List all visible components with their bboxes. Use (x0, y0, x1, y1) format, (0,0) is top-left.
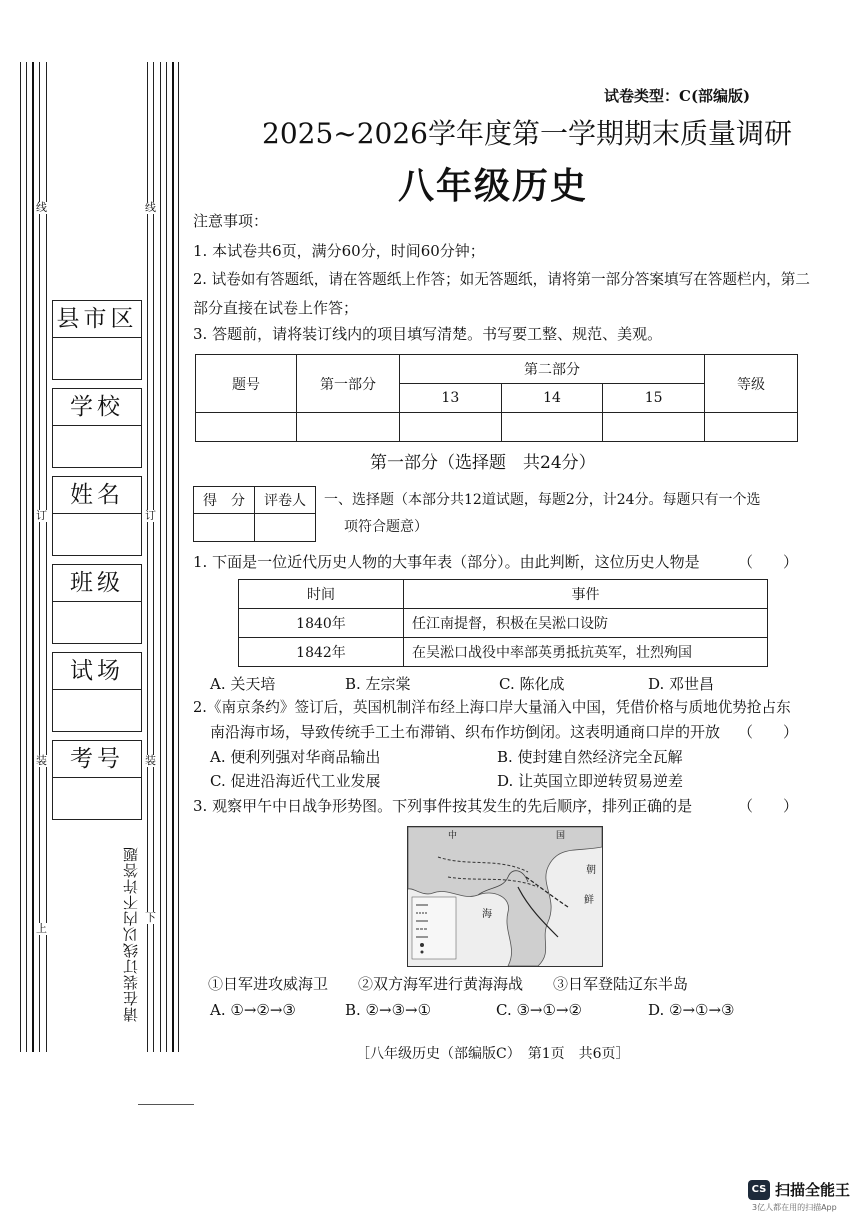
note-2: 2. 试卷如有答题纸，请在答题纸上作答；如无答题纸，请将第一部分答案填写在答题栏内，第二 (193, 271, 810, 288)
q3-option-b[interactable]: B. ②→③→① (345, 1001, 432, 1019)
score-header-part2: 第二部分 (400, 355, 705, 384)
q2-option-a[interactable]: A. 便利列强对华商品输出 (210, 748, 381, 766)
margin-line (166, 62, 167, 1052)
score-header-part1: 第一部分 (297, 355, 400, 413)
mark-xian-right: 线 (145, 201, 156, 214)
map-drawing (408, 827, 602, 966)
scanner-brand: 扫描全能王 (775, 1181, 851, 1199)
q2-option-b[interactable]: B. 使封建自然经济完全瓦解 (497, 748, 683, 766)
score-cell[interactable] (603, 413, 705, 442)
timeline-event: 任江南提督，积极在吴淞口设防 (404, 609, 768, 638)
scanner-tagline: 3亿人都在用的扫描App (752, 1203, 837, 1212)
grader-person-cell[interactable] (255, 514, 316, 542)
field-class[interactable] (52, 564, 142, 644)
paper-type: 试卷类型：C(部编版) (604, 87, 751, 105)
timeline-event: 在吴淞口战役中率部英勇抵抗英军，壮烈殉国 (404, 638, 768, 667)
q2-option-d[interactable]: D. 让英国立即逆转贸易逆差 (497, 772, 684, 790)
field-label: 县市区 (53, 301, 141, 338)
note-3: 3. 答题前，请将装订线内的项目填写清楚。书写要工整、规范、美观。 (193, 325, 663, 343)
part1-heading: 第一部分（选择题 共24分） (370, 453, 596, 473)
score-cell[interactable] (705, 413, 798, 442)
mark-ding-left: 订 (36, 509, 47, 522)
score-header-question-no: 题号 (196, 355, 297, 413)
q3-events: ①日军进攻威海卫 ②双方海军进行黄海海战 ③日军登陆辽东半岛 (208, 975, 689, 993)
field-county[interactable] (52, 300, 142, 380)
mark-shang: 上 (36, 922, 47, 935)
score-header-q14: 14 (501, 384, 603, 413)
map-label-china-2: 国 (556, 831, 566, 841)
score-cell[interactable] (297, 413, 400, 442)
q1-option-c[interactable]: C. 陈化成 (499, 675, 565, 693)
grader-score-cell[interactable] (194, 514, 255, 542)
field-label: 姓名 (53, 477, 141, 514)
timeline-header-event: 事件 (404, 580, 768, 609)
map-label-sea: 海 (482, 909, 492, 920)
q3-option-c[interactable]: C. ③→①→② (496, 1001, 582, 1019)
field-label: 班级 (53, 565, 141, 602)
page-footer: ［八年级历史（部编版C） 第1页 共6页］ (356, 1046, 630, 1062)
field-label: 试场 (53, 653, 141, 690)
score-cell[interactable] (196, 413, 297, 442)
section-title: 一、选择题（本部分共12道试题，每题2分，计24分。每题只有一个选 (324, 492, 761, 508)
margin-line (32, 62, 34, 1052)
notes-heading: 注意事项： (193, 212, 269, 230)
mark-zhuang-left: 装 (36, 754, 47, 767)
map-label-korea-2: 鲜 (584, 895, 594, 906)
note-2-cont: 部分直接在试卷上作答； (193, 299, 359, 317)
q2-stem: 2.《南京条约》签订后，英国机制洋布经上海口岸大量涌入中国，凭借价格与质地优势抢占东 (193, 699, 791, 716)
q3-option-a[interactable]: A. ①→②→③ (210, 1001, 296, 1019)
q1-answer-paren[interactable]: （ ） (738, 553, 799, 571)
q3-answer-paren[interactable]: （ ） (738, 797, 799, 815)
margin-line (160, 62, 161, 1052)
score-header-q15: 15 (603, 384, 705, 413)
q3-option-d[interactable]: D. ②→①→③ (648, 1001, 735, 1019)
timeline-header-time: 时间 (239, 580, 404, 609)
q2-option-c[interactable]: C. 促进沿海近代工业发展 (210, 772, 381, 790)
mark-ding-right: 订 (145, 509, 156, 522)
mark-zhuang-right: 装 (145, 754, 156, 767)
margin-line (20, 62, 21, 1052)
timeline-year: 1840年 (239, 609, 404, 638)
section-title-cont: 项符合题意） (344, 519, 428, 535)
score-cell[interactable] (400, 413, 502, 442)
map-label-china: 中 (448, 831, 458, 841)
q1-timeline-table (238, 579, 768, 667)
margin-line (26, 62, 27, 1052)
q1-stem: 1. 下面是一位近代历史人物的大事年表（部分）。由此判断，这位历史人物是 (193, 553, 700, 571)
q1-option-b[interactable]: B. 左宗棠 (345, 675, 411, 693)
sino-japanese-war-map (407, 826, 603, 967)
q3-stem: 3. 观察甲午中日战争形势图。下列事件按其发生的先后顺序，排列正确的是 (193, 797, 693, 815)
score-table (195, 354, 798, 442)
grader-box (193, 486, 316, 542)
q2-answer-paren[interactable]: （ ） (738, 723, 799, 741)
note-1: 1. 本试卷共6页，满分60分，时间60分钟； (193, 242, 485, 260)
map-label-korea: 朝 (586, 865, 596, 876)
score-cell[interactable] (501, 413, 603, 442)
q1-option-a[interactable]: A. 关天培 (210, 675, 276, 693)
margin-line (178, 62, 179, 1052)
q1-option-d[interactable]: D. 邓世昌 (648, 675, 715, 693)
no-answer-notice: 请在装订线以内不许答题 (120, 842, 141, 1022)
subject-title: 八年级历史 (398, 166, 589, 207)
field-school[interactable] (52, 388, 142, 468)
field-label: 学校 (53, 389, 141, 426)
margin-line (172, 62, 174, 1052)
timeline-year: 1842年 (239, 638, 404, 667)
mark-xia: 下 (145, 911, 156, 924)
scanner-logo-icon: CS (748, 1180, 770, 1200)
field-exam-room[interactable] (52, 652, 142, 732)
scan-artifact-line (138, 1104, 194, 1105)
grader-score-label: 得 分 (194, 487, 255, 514)
score-header-grade: 等级 (705, 355, 798, 413)
field-name[interactable] (52, 476, 142, 556)
q2-stem-cont: 南沿海市场，导致传统手工土布滞销、织布作坊倒闭。这表明通商口岸的开放 (210, 723, 721, 741)
score-header-q13: 13 (400, 384, 502, 413)
grader-person-label: 评卷人 (255, 487, 316, 514)
field-label: 考号 (53, 741, 141, 778)
field-exam-number[interactable] (52, 740, 142, 820)
exam-title: 2025~2026学年度第一学期期末质量调研 (262, 117, 792, 150)
mark-xian-left: 线 (36, 201, 47, 214)
